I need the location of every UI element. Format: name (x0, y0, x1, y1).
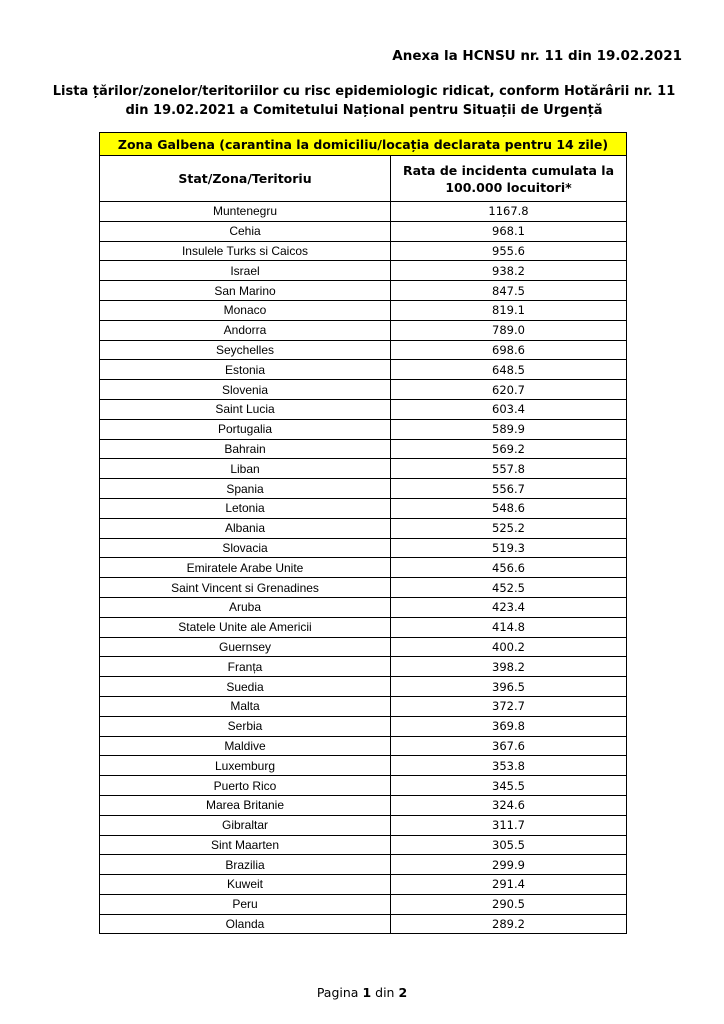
country-cell: Spania (100, 479, 391, 499)
country-cell: Guernsey (100, 637, 391, 657)
rate-cell: 819.1 (391, 300, 627, 320)
rate-cell: 324.6 (391, 795, 627, 815)
rate-cell: 548.6 (391, 498, 627, 518)
table-row (100, 855, 627, 875)
table-row (100, 558, 627, 578)
table-row (100, 597, 627, 617)
rate-cell: 305.5 (391, 835, 627, 855)
risk-countries-table-container (99, 132, 626, 934)
rate-cell: 847.5 (391, 281, 627, 301)
country-cell: Slovacia (100, 538, 391, 558)
zone-label: Zona Galbena (carantina la domiciliu/locația declarata pentru 14 zile) (100, 133, 627, 156)
rate-cell: 400.2 (391, 637, 627, 657)
rate-cell: 311.7 (391, 815, 627, 835)
table-row (100, 202, 627, 222)
country-cell: Sint Maarten (100, 835, 391, 855)
column-header-rate: Rata de incidenta cumulata la 100.000 locuitori* (391, 156, 627, 202)
country-cell: Olanda (100, 914, 391, 934)
country-cell: Peru (100, 894, 391, 914)
rate-cell: 557.8 (391, 459, 627, 479)
page-current: 1 (362, 985, 372, 1000)
rate-cell: 290.5 (391, 894, 627, 914)
country-cell: Franța (100, 657, 391, 677)
table-row (100, 479, 627, 499)
rate-cell: 372.7 (391, 696, 627, 716)
table-row (100, 835, 627, 855)
table-row (100, 498, 627, 518)
table-row (100, 399, 627, 419)
rate-cell: 456.6 (391, 558, 627, 578)
rate-cell: 289.2 (391, 914, 627, 934)
rate-cell: 525.2 (391, 518, 627, 538)
country-cell: Statele Unite ale Americii (100, 617, 391, 637)
rate-cell: 1167.8 (391, 202, 627, 222)
country-cell: Malta (100, 696, 391, 716)
rate-cell: 968.1 (391, 221, 627, 241)
table-row (100, 439, 627, 459)
table-row (100, 815, 627, 835)
rate-cell: 367.6 (391, 736, 627, 756)
table-row (100, 360, 627, 380)
rate-cell: 291.4 (391, 875, 627, 895)
country-cell: Andorra (100, 320, 391, 340)
page-total: 2 (398, 985, 408, 1000)
country-cell: Letonia (100, 498, 391, 518)
rate-cell: 414.8 (391, 617, 627, 637)
country-cell: Monaco (100, 300, 391, 320)
page-label: Pagina (316, 985, 359, 1000)
rate-cell: 345.5 (391, 776, 627, 796)
page-separator: din (375, 985, 395, 1000)
rate-cell: 938.2 (391, 261, 627, 281)
country-cell: Saint Lucia (100, 399, 391, 419)
country-cell: Emiratele Arabe Unite (100, 558, 391, 578)
country-cell: Muntenegru (100, 202, 391, 222)
rate-cell: 698.6 (391, 340, 627, 360)
country-cell: Cehia (100, 221, 391, 241)
table-row (100, 340, 627, 360)
country-cell: Portugalia (100, 419, 391, 439)
table-row (100, 637, 627, 657)
country-cell: Puerto Rico (100, 776, 391, 796)
country-cell: Kuweit (100, 875, 391, 895)
table-row (100, 518, 627, 538)
rate-cell: 423.4 (391, 597, 627, 617)
table-row (100, 914, 627, 934)
country-cell: Marea Britanie (100, 795, 391, 815)
column-header-row (100, 156, 627, 202)
document-title: Lista țărilor/zonelor/teritoriilor cu risc epidemiologic ridicat, conform Hotărârii nr. 11 din 19.02.2021 a Comitetului Național pentru Situații de Urgență (52, 84, 676, 118)
country-cell: San Marino (100, 281, 391, 301)
rate-cell: 369.8 (391, 716, 627, 736)
table-row (100, 419, 627, 439)
rate-cell: 519.3 (391, 538, 627, 558)
annex-reference: Anexa la HCNSU nr. 11 din 19.02.2021 (392, 48, 682, 64)
table-row (100, 894, 627, 914)
country-cell: Insulele Turks si Caicos (100, 241, 391, 261)
country-cell: Saint Vincent si Grenadines (100, 578, 391, 598)
table-body (100, 202, 627, 934)
rate-cell: 589.9 (391, 419, 627, 439)
rate-cell: 603.4 (391, 399, 627, 419)
table-row (100, 696, 627, 716)
country-cell: Bahrain (100, 439, 391, 459)
rate-cell: 299.9 (391, 855, 627, 875)
table-row (100, 241, 627, 261)
table-row (100, 736, 627, 756)
table-row (100, 320, 627, 340)
zone-header-row (100, 133, 627, 156)
table-row (100, 617, 627, 637)
table-row (100, 677, 627, 697)
rate-cell: 955.6 (391, 241, 627, 261)
rate-cell: 452.5 (391, 578, 627, 598)
risk-countries-table (99, 132, 627, 934)
rate-cell: 569.2 (391, 439, 627, 459)
country-cell: Estonia (100, 360, 391, 380)
table-row (100, 261, 627, 281)
rate-cell: 556.7 (391, 479, 627, 499)
table-row (100, 716, 627, 736)
table-row (100, 776, 627, 796)
table-row (100, 459, 627, 479)
rate-cell: 648.5 (391, 360, 627, 380)
table-row (100, 538, 627, 558)
country-cell: Brazilia (100, 855, 391, 875)
country-cell: Luxemburg (100, 756, 391, 776)
table-row (100, 221, 627, 241)
country-cell: Seychelles (100, 340, 391, 360)
rate-cell: 353.8 (391, 756, 627, 776)
page-footer (0, 985, 724, 1000)
rate-cell: 396.5 (391, 677, 627, 697)
country-cell: Aruba (100, 597, 391, 617)
country-cell: Gibraltar (100, 815, 391, 835)
rate-cell: 398.2 (391, 657, 627, 677)
table-row (100, 756, 627, 776)
table-row (100, 795, 627, 815)
table-row (100, 657, 627, 677)
country-cell: Suedia (100, 677, 391, 697)
rate-cell: 789.0 (391, 320, 627, 340)
country-cell: Maldive (100, 736, 391, 756)
rate-cell: 620.7 (391, 380, 627, 400)
country-cell: Liban (100, 459, 391, 479)
table-row (100, 578, 627, 598)
country-cell: Slovenia (100, 380, 391, 400)
table-row (100, 281, 627, 301)
column-header-country: Stat/Zona/Teritoriu (100, 156, 391, 202)
country-cell: Israel (100, 261, 391, 281)
table-row (100, 380, 627, 400)
table-row (100, 875, 627, 895)
country-cell: Albania (100, 518, 391, 538)
table-row (100, 300, 627, 320)
country-cell: Serbia (100, 716, 391, 736)
